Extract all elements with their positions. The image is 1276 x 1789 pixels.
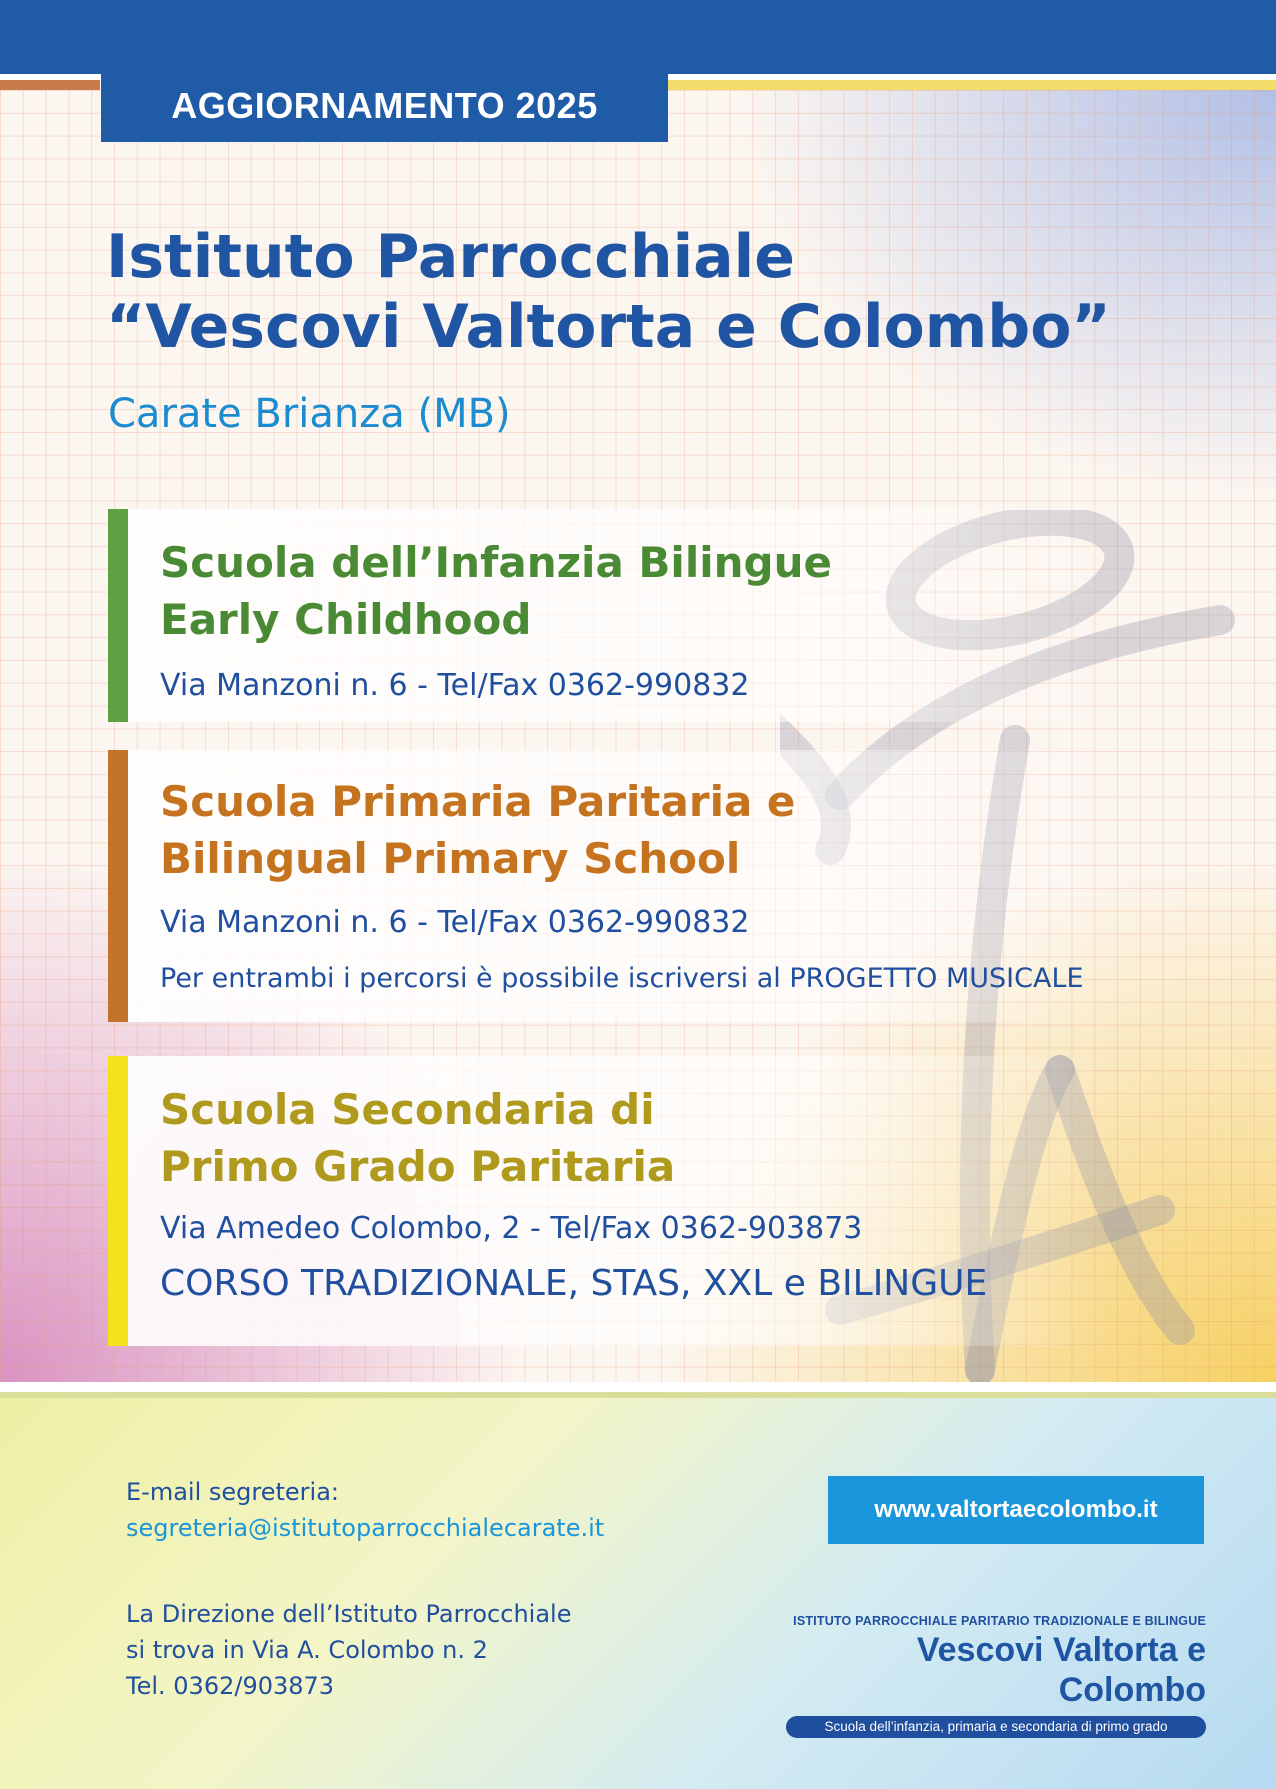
school-address: Via Manzoni n. 6 - Tel/Fax 0362-990832 xyxy=(160,905,750,940)
school-title-line-1: Scuola Primaria Paritaria e xyxy=(160,777,796,826)
location-subtitle: Carate Brianza (MB) xyxy=(108,391,511,437)
school-address: Via Amedeo Colombo, 2 - Tel/Fax 0362-903873 xyxy=(160,1211,863,1246)
title-line-2: “Vescovi Valtorta e Colombo” xyxy=(106,292,1111,362)
school-title xyxy=(160,773,1108,887)
school-title xyxy=(160,534,1108,648)
school-title-line-2: Bilingual Primary School xyxy=(160,834,741,883)
school-title xyxy=(160,1081,1108,1195)
update-badge: AGGIORNAMENTO 2025 xyxy=(101,70,668,142)
direction-line: si trova in Via A. Colombo n. 2 xyxy=(126,1636,488,1664)
email-label: E-mail segreteria: xyxy=(126,1478,339,1506)
school-title-line-1: Scuola dell’Infanzia Bilingue xyxy=(160,538,832,587)
direction-line: Tel. 0362/903873 xyxy=(126,1672,335,1700)
direction-line: La Direzione dell’Istituto Parrocchiale xyxy=(126,1600,572,1628)
school-logo xyxy=(782,1612,1206,1738)
school-color-bar xyxy=(108,1056,128,1346)
email-link[interactable]: segreteria@istitutoparrocchialecarate.it xyxy=(126,1514,605,1542)
website-button[interactable]: www.valtortaecolombo.it xyxy=(828,1476,1204,1544)
footer-divider xyxy=(0,1392,1276,1398)
school-address: Via Manzoni n. 6 - Tel/Fax 0362-990832 xyxy=(160,668,750,703)
logo-tagline: Scuola dell’infanzia, primaria e secondaria di primo grado xyxy=(786,1716,1206,1738)
direction-info xyxy=(126,1596,571,1704)
accent-stripe-left xyxy=(0,80,100,90)
school-box-secondaria xyxy=(108,1056,1108,1346)
music-project-note: Per entrambi i percorsi è possibile iscriversi al PROGETTO MUSICALE xyxy=(160,963,1084,994)
school-color-bar xyxy=(108,750,128,1022)
page-title xyxy=(106,222,1206,362)
school-box-primaria xyxy=(108,750,1108,1022)
school-title-line-2: Primo Grado Paritaria xyxy=(160,1142,676,1191)
logo-top-line: ISTITUTO PARROCCHIALE PARITARIO TRADIZIONALE E BILINGUE xyxy=(793,1614,1206,1628)
title-line-1: Istituto Parrocchiale xyxy=(106,222,795,292)
accent-stripe-right xyxy=(668,80,1276,90)
school-title-line-2: Early Childhood xyxy=(160,595,532,644)
school-color-bar xyxy=(108,509,128,722)
course-list: CORSO TRADIZIONALE, STAS, XXL e BILINGUE xyxy=(160,1263,988,1304)
school-title-line-1: Scuola Secondaria di xyxy=(160,1085,655,1134)
logo-main-name: Vescovi Valtorta e Colombo xyxy=(916,1631,1206,1709)
school-box-infanzia xyxy=(108,509,1108,722)
top-banner xyxy=(0,0,1276,74)
